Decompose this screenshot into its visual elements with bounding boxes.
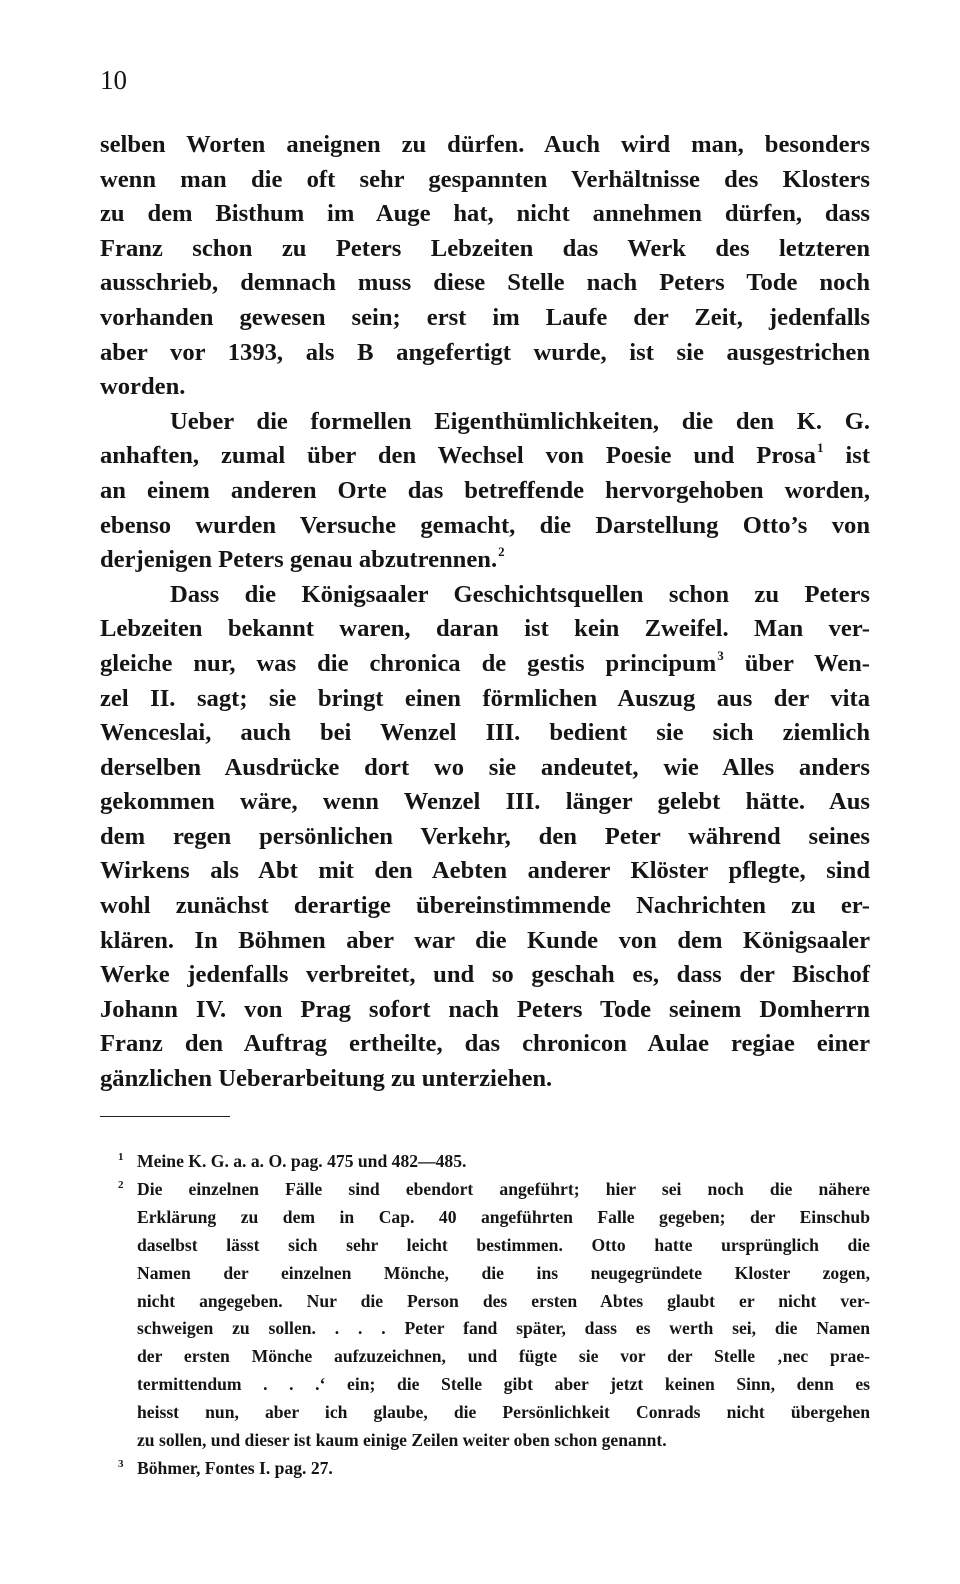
text-line	[100, 543, 870, 578]
text-segment: anhaften, zumal über den Wechsel von Poesie und Prosa	[100, 442, 816, 470]
footnote-number: 1	[118, 1151, 124, 1163]
text-line	[100, 439, 870, 474]
text-line: zu dem Bisthum im Auge hat, nicht annehmen dürfen, dass	[100, 200, 870, 228]
text-line: dem regen persönlichen Verkehr, den Peter während seines	[100, 822, 870, 850]
text-line: gänzlichen Ueberarbeitung zu unterziehen.	[100, 1065, 553, 1093]
footnotes-section	[118, 1148, 870, 1483]
text-line: selben Worten aneignen zu dürfen. Auch wird man, besonders	[100, 131, 870, 158]
footnote-line: Namen der einzelnen Mönche, die ins neugegründete Kloster zogen,	[137, 1262, 870, 1283]
text-segment: ist	[823, 442, 871, 470]
footnote-ref-3[interactable]: 3	[717, 647, 724, 663]
text-line: Ueber die formellen Eigenthümlichkeiten, die den K. G.	[170, 407, 870, 435]
footnote-1	[118, 1148, 870, 1176]
footnote-line: schweigen zu sollen. . . . Peter fand später, dass es werth sei, die Namen	[137, 1318, 870, 1339]
text-line: Johann IV. von Prag sofort nach Peters Tode seinem Domherrn	[100, 995, 870, 1023]
paragraph-2	[100, 405, 870, 578]
text-line: Franz schon zu Peters Lebzeiten das Werk des letzteren	[100, 234, 870, 262]
footnote-line: Böhmer, Fontes I. pag. 27.	[137, 1457, 333, 1478]
text-segment: gleiche nur, was die chronica de gestis principum	[100, 649, 717, 677]
text-line: Wenceslai, auch bei Wenzel III. bedient sie sich ziemlich	[100, 719, 870, 747]
footnote-number: 2	[118, 1178, 124, 1191]
paragraph-1	[100, 128, 870, 405]
text-line: Werke jedenfalls verbreitet, und so geschah es, dass der Bischof	[100, 961, 870, 989]
footnote-line: daselbst lässt sich sehr leicht bestimmen. Otto hatte ursprünglich die	[137, 1234, 870, 1255]
text-line: ebenso wurden Versuche gemacht, die Darstellung Otto’s von	[100, 511, 870, 539]
text-line: worden.	[100, 373, 186, 401]
footnote-line: Die einzelnen Fälle sind ebendort angeführt; hier sei noch die nähere	[137, 1178, 870, 1199]
text-line: an einem anderen Orte das betreffende hervorgehoben worden,	[100, 476, 870, 504]
main-text	[100, 128, 870, 1097]
text-line: Dass die Königsaaler Geschichtsquellen schon zu Peters	[170, 580, 870, 608]
text-line: Lebzeiten bekannt waren, daran ist kein Zweifel. Man ver-	[100, 615, 870, 643]
text-line: vorhanden gewesen sein; erst im Laufe der Zeit, jedenfalls	[100, 303, 870, 331]
footnote-line: Meine K. G. a. a. O. pag. 475 und 482—485.	[137, 1151, 467, 1171]
text-line: klären. In Böhmen aber war die Kunde von dem Königsaaler	[100, 926, 870, 954]
page-number: 10	[100, 65, 127, 95]
text-line: wenn man die oft sehr gespannten Verhältnisse des Klosters	[100, 165, 870, 193]
text-line: Franz den Auftrag ertheilte, das chronicon Aulae regiae einer	[100, 1030, 870, 1058]
text-line: gekommen wäre, wenn Wenzel III. länger gelebt hätte. Aus	[100, 788, 870, 816]
footnote-line: Erklärung zu dem in Cap. 40 angeführten Falle gegeben; der Einschub	[137, 1206, 870, 1227]
footnote-ref-2[interactable]: 2	[498, 544, 505, 560]
footnote-ref-1[interactable]: 1	[816, 440, 824, 456]
text-segment: derjenigen Peters genau abzutrennen.	[100, 546, 498, 574]
footnote-line: heisst nun, aber ich glaube, die Persönlichkeit Conrads nicht übergehen	[137, 1402, 870, 1423]
paragraph-3	[100, 578, 870, 1097]
text-segment: über Wen-	[723, 649, 870, 677]
footnote-line: nicht angegeben. Nur die Person des ersten Abtes glaubt er nicht ver-	[137, 1290, 870, 1311]
footnote-number: 3	[118, 1457, 124, 1470]
text-line: zel II. sagt; sie bringt einen förmlichen Auszug aus der vita	[100, 684, 870, 712]
text-line: wohl zunächst derartige übereinstimmende Nachrichten zu er-	[100, 892, 870, 920]
text-line	[100, 647, 870, 682]
footnote-2	[118, 1176, 870, 1455]
footnote-3	[118, 1455, 870, 1483]
text-line: ausschrieb, demnach muss diese Stelle nach Peters Tode noch	[100, 269, 870, 297]
text-line: aber vor 1393, als B angefertigt wurde, ist sie ausgestrichen	[100, 338, 870, 366]
footnote-divider	[100, 1116, 230, 1117]
footnote-line: termittendum . . .‘ ein; die Stelle gibt aber jetzt keinen Sinn, denn es	[137, 1374, 870, 1395]
footnote-line: der ersten Mönche aufzuzeichnen, und fügte sie vor der Stelle ‚nec prae-	[137, 1346, 870, 1367]
footnote-line: zu sollen, und dieser ist kaum einige Zeilen weiter oben schon genannt.	[137, 1430, 667, 1451]
text-line: derselben Ausdrücke dort wo sie andeutet, wie Alles anders	[100, 753, 870, 781]
text-line: Wirkens als Abt mit den Aebten anderer Klöster pflegte, sind	[100, 857, 870, 885]
